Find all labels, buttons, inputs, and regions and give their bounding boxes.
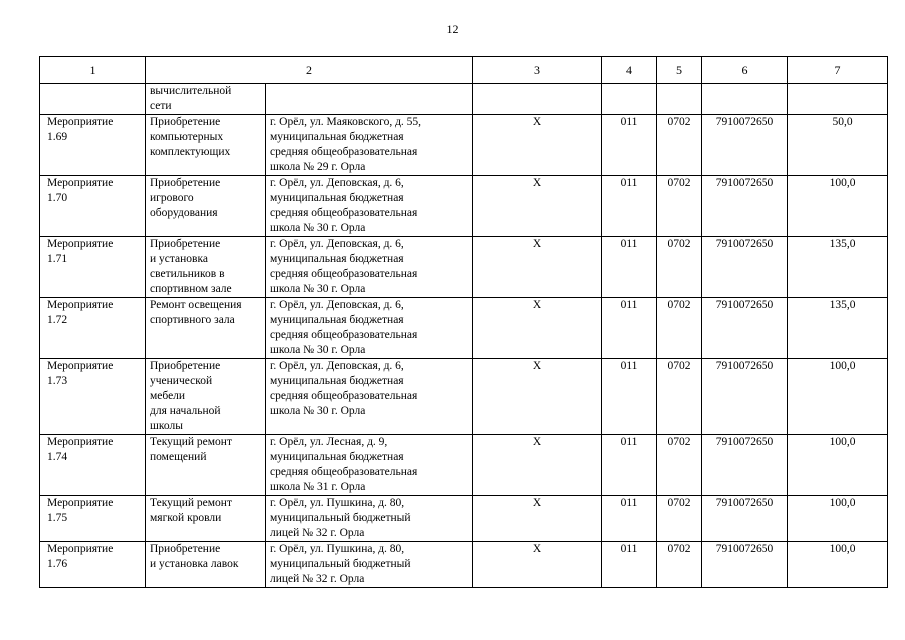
col-header-3: 3	[473, 57, 602, 84]
cell-col5	[657, 84, 702, 115]
cell-col6: 7910072650	[702, 115, 788, 176]
cell-address: г. Орёл, ул. Пушкина, д. 80, муниципальный бюджетный лицей № 32 г. Орла	[266, 542, 473, 588]
cell-id	[40, 84, 146, 115]
table-row	[40, 237, 888, 298]
cell-name: Приобретение компьютерных комплектующих	[146, 115, 266, 176]
cell-col4: 011	[602, 496, 657, 542]
cell-id: Мероприятие 1.76	[40, 542, 146, 588]
cell-col6: 7910072650	[702, 496, 788, 542]
budget-table	[39, 56, 888, 588]
cell-col4: 011	[602, 359, 657, 435]
cell-col4: 011	[602, 542, 657, 588]
cell-col7	[788, 84, 888, 115]
cell-col5: 0702	[657, 298, 702, 359]
cell-col6: 7910072650	[702, 237, 788, 298]
cell-col5: 0702	[657, 115, 702, 176]
cell-col7: 100,0	[788, 176, 888, 237]
col-header-6: 6	[702, 57, 788, 84]
table-row	[40, 542, 888, 588]
cell-col5: 0702	[657, 435, 702, 496]
cell-col5: 0702	[657, 237, 702, 298]
cell-name: Приобретение ученической мебели для начальной школы	[146, 359, 266, 435]
cell-col4: 011	[602, 176, 657, 237]
cell-col4: 011	[602, 115, 657, 176]
cell-name: Приобретение игрового оборудования	[146, 176, 266, 237]
cell-name: Текущий ремонт помещений	[146, 435, 266, 496]
cell-col3: Х	[473, 542, 602, 588]
cell-col4: 011	[602, 435, 657, 496]
table-row	[40, 496, 888, 542]
table-row	[40, 298, 888, 359]
cell-name: Приобретение и установка светильников в спортивном зале	[146, 237, 266, 298]
cell-col3	[473, 84, 602, 115]
cell-id: Мероприятие 1.69	[40, 115, 146, 176]
col-header-5: 5	[657, 57, 702, 84]
cell-col3: Х	[473, 359, 602, 435]
cell-address: г. Орёл, ул. Пушкина, д. 80, муниципальный бюджетный лицей № 32 г. Орла	[266, 496, 473, 542]
cell-col6	[702, 84, 788, 115]
col-header-7: 7	[788, 57, 888, 84]
cell-name: Приобретение и установка лавок	[146, 542, 266, 588]
table-row	[40, 115, 888, 176]
cell-col6: 7910072650	[702, 435, 788, 496]
cell-col6: 7910072650	[702, 298, 788, 359]
cell-col7: 135,0	[788, 237, 888, 298]
col-header-1: 1	[40, 57, 146, 84]
cell-col5: 0702	[657, 496, 702, 542]
cell-col5: 0702	[657, 359, 702, 435]
cell-address: г. Орёл, ул. Деповская, д. 6, муниципальная бюджетная средняя общеобразовательная школа № 30 г. Орла	[266, 298, 473, 359]
cell-address: г. Орёл, ул. Лесная, д. 9, муниципальная бюджетная средняя общеобразовательная школа № 31 г. Орла	[266, 435, 473, 496]
cell-col6: 7910072650	[702, 542, 788, 588]
cell-col4: 011	[602, 237, 657, 298]
cell-address: г. Орёл, ул. Маяковского, д. 55, муниципальная бюджетная средняя общеобразовательная школа № 29 г. Орла	[266, 115, 473, 176]
cell-col3: Х	[473, 115, 602, 176]
col-header-4: 4	[602, 57, 657, 84]
cell-col4	[602, 84, 657, 115]
cell-address: г. Орёл, ул. Деповская, д. 6, муниципальная бюджетная средняя общеобразовательная школа № 30 г. Орла	[266, 359, 473, 435]
table-row	[40, 176, 888, 237]
col-header-2: 2	[146, 57, 473, 84]
cell-id: Мероприятие 1.71	[40, 237, 146, 298]
cell-col6: 7910072650	[702, 359, 788, 435]
cell-address: г. Орёл, ул. Деповская, д. 6, муниципальная бюджетная средняя общеобразовательная школа № 30 г. Орла	[266, 176, 473, 237]
cell-col7: 100,0	[788, 542, 888, 588]
continuation-row	[40, 84, 888, 115]
cell-col3: Х	[473, 237, 602, 298]
cell-col3: Х	[473, 176, 602, 237]
cell-id: Мероприятие 1.73	[40, 359, 146, 435]
cell-id: Мероприятие 1.70	[40, 176, 146, 237]
page-number: 12	[446, 22, 459, 36]
table-row	[40, 435, 888, 496]
cell-col5: 0702	[657, 176, 702, 237]
cell-id: Мероприятие 1.75	[40, 496, 146, 542]
cell-col7: 50,0	[788, 115, 888, 176]
cell-col4: 011	[602, 298, 657, 359]
cell-col7: 135,0	[788, 298, 888, 359]
cell-col3: Х	[473, 435, 602, 496]
cell-col7: 100,0	[788, 435, 888, 496]
cell-id: Мероприятие 1.72	[40, 298, 146, 359]
cell-address	[266, 84, 473, 115]
cell-col6: 7910072650	[702, 176, 788, 237]
cell-col7: 100,0	[788, 496, 888, 542]
cell-col5: 0702	[657, 542, 702, 588]
cell-name: Текущий ремонт мягкой кровли	[146, 496, 266, 542]
cell-name: вычислительной сети	[146, 84, 266, 115]
cell-col7: 100,0	[788, 359, 888, 435]
cell-col3: Х	[473, 496, 602, 542]
header-row	[40, 57, 888, 84]
cell-col3: Х	[473, 298, 602, 359]
cell-id: Мероприятие 1.74	[40, 435, 146, 496]
cell-address: г. Орёл, ул. Деповская, д. 6, муниципальная бюджетная средняя общеобразовательная школа № 30 г. Орла	[266, 237, 473, 298]
table-row	[40, 359, 888, 435]
cell-name: Ремонт освещения спортивного зала	[146, 298, 266, 359]
